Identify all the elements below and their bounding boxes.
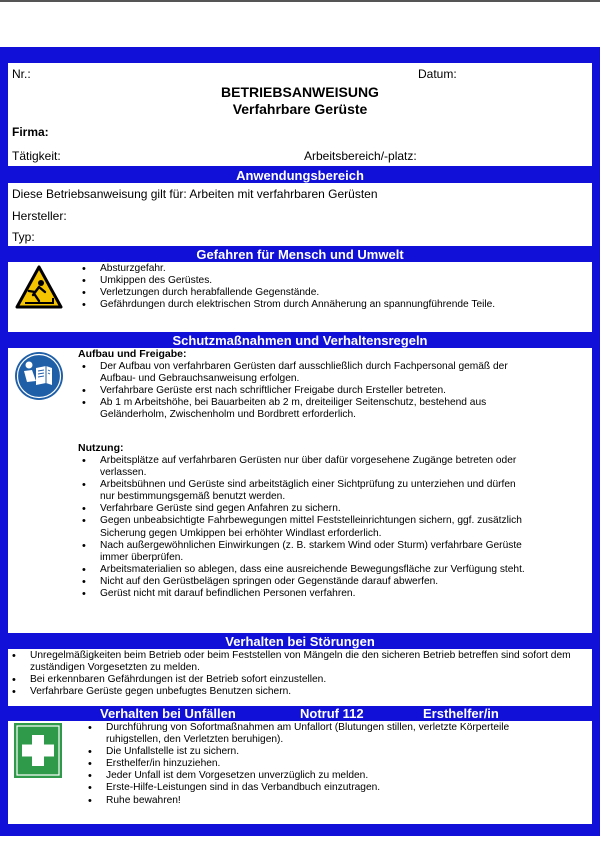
section-anwendungsbereich-title: Anwendungsbereich (236, 168, 364, 183)
nr-label: Nr.: (12, 67, 31, 81)
list-item: • Durchführung von Sofortmaßnahmen am Unfallort (Blutungen stillen, verletzte Körperteile ruhigstellen, den Verletzten beruhigen). (84, 722, 524, 746)
unfaelle-title: Verhalten bei Unfällen (100, 706, 236, 721)
nutzung-heading: Nutzung: (78, 442, 124, 454)
list-item: • Bei erkennbaren Gefährdungen ist der Betrieb sofort einzustellen. (8, 674, 588, 686)
list-item: • Ersthelfer/in hinzuziehen. (84, 758, 524, 770)
list-item: • Nicht auf den Gerüstbelägen springen oder Gegenstände darauf abwerfen. (78, 576, 528, 588)
typ-label: Typ: (12, 230, 35, 244)
hersteller-label: Hersteller: (12, 209, 67, 223)
list-item: • Arbeitsmaterialien so ablegen, dass eine ausreichende Bewegungsfläche zur Verfügung steht. (78, 564, 528, 576)
stoerungen-list (8, 650, 588, 698)
list-item: • Arbeitsbühnen und Gerüste sind arbeitstäglich einer Sichtprüfung zu unterziehen und dürfen nur bestimmungsgemäß benutzt werden. (78, 479, 528, 503)
document-frame (0, 47, 600, 836)
section-stoerungen-title: Verhalten bei Störungen (225, 634, 375, 649)
notruf-number: Notruf 112 (300, 706, 364, 721)
list-item: • Gegen unbeabsichtigte Fahrbewegungen mittel Feststelleinrichtungen sichern, ggf. zusätzlich Sicherung gegen Umkippen bei erhöhter Windlast erforderlich. (78, 515, 528, 539)
ersthelfer-label: Ersthelfer/in (423, 706, 499, 721)
list-item: • Verfahrbare Gerüste sind gegen Anfahren zu sichern. (78, 503, 528, 515)
list-item: • Absturzgefahr. (78, 263, 518, 275)
list-item: • Umkippen des Gerüstes. (78, 275, 518, 287)
section-gefahren-title: Gefahren für Mensch und Umwelt (196, 247, 404, 262)
list-item: • Nach außergewöhnlichen Einwirkungen (z. B. starkem Wind oder Sturm) verfahrbare Gerüste immer überprüfen. (78, 540, 528, 564)
list-item: • Verfahrbare Gerüste gegen unbefugtes Benutzen sichern. (8, 686, 588, 698)
list-item: • Verletzungen durch herabfallende Gegenstände. (78, 287, 518, 299)
gefahren-list (78, 263, 518, 311)
anwendungsbereich-text: Diese Betriebsanweisung gilt für: Arbeiten mit verfahrbaren Gerüsten (12, 187, 378, 201)
list-item: • Der Aufbau von verfahrbaren Gerüsten darf ausschließlich durch Fachpersonal gemäß der Aufbau- und Gebrauchsanweisung erfolgen. (78, 361, 528, 385)
read-manual-icon (14, 351, 64, 401)
list-item: • Ruhe bewahren! (84, 795, 524, 807)
list-item: • Ab 1 m Arbeitshöhe, bei Bauarbeiten ab 2 m, dreiteiliger Seitenschutz, bestehend aus Geländerholm, Zwischenholm und Bordbrett erforderlich. (78, 397, 528, 421)
gefahren-box (8, 262, 592, 332)
page-subtitle: Verfahrbare Gerüste (232, 101, 368, 117)
first-aid-icon (14, 723, 62, 778)
datum-label: Datum: (418, 67, 457, 81)
aufbau-list (78, 361, 528, 421)
section-schutz-title: Schutzmaßnahmen und Verhaltensregeln (172, 333, 428, 348)
list-item: • Verfahrbare Gerüste erst nach schriftlicher Freigabe durch Ersteller betreten. (78, 385, 528, 397)
warning-fall-icon (15, 265, 63, 309)
list-item: • Die Unfallstelle ist zu sichern. (84, 746, 524, 758)
header-box (8, 63, 592, 166)
unfaelle-box (8, 721, 592, 824)
list-item: • Gefährdungen durch elektrischen Strom durch Annäherung an spannungführende Teile. (78, 299, 518, 311)
unfaelle-list (84, 722, 524, 807)
list-item: • Erste-Hilfe-Leistungen sind in das Verbandbuch einzutragen. (84, 782, 524, 794)
taetigkeit-label: Tätigkeit: (12, 149, 61, 163)
list-item: • Arbeitsplätze auf verfahrbaren Gerüsten nur über dafür vorgesehene Zugänge betreten oder verlassen. (78, 455, 528, 479)
schutz-box (8, 348, 592, 633)
stoerungen-box (8, 649, 592, 706)
arbeitsbereich-label: Arbeitsbereich/-platz: (304, 149, 417, 163)
list-item: • Gerüst nicht mit darauf befindlichen Personen verfahren. (78, 588, 528, 600)
firma-label: Firma: (12, 125, 49, 139)
list-item: • Jeder Unfall ist dem Vorgesetzen unverzüglich zu melden. (84, 770, 524, 782)
top-rule (0, 0, 600, 2)
list-item: • Unregelmäßigkeiten beim Betrieb oder beim Feststellen von Mängeln die den sicheren Betrieb betreffen sind sofort dem zuständigen Vorgesetzten zu melden. (8, 650, 588, 674)
page-title: BETRIEBSANWEISUNG (221, 84, 379, 100)
anwendungsbereich-box (8, 183, 592, 246)
aufbau-heading: Aufbau und Freigabe: (78, 348, 187, 360)
nutzung-list (78, 455, 528, 600)
